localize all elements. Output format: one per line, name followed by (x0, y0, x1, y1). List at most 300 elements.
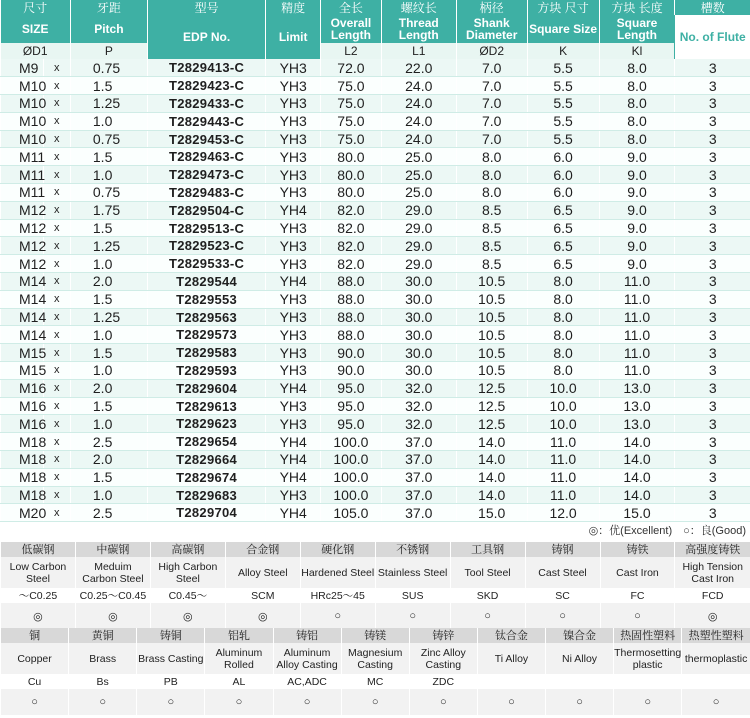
material-rating: ○ (682, 689, 750, 715)
cell-l1: 30.0 (381, 344, 456, 362)
material-zh: 铸铜 (137, 628, 205, 643)
cell-d2: 7.0 (456, 59, 527, 77)
cell-edp: T2829523-C (147, 237, 265, 255)
cell-limit: YH3 (266, 326, 321, 344)
cell-l1: 24.0 (381, 95, 456, 113)
material-code (614, 674, 682, 689)
cell-pitch: 1.5 (70, 468, 147, 486)
table-row (1, 362, 750, 380)
material-en: thermoplastic (682, 643, 750, 674)
cell-limit: YH3 (266, 130, 321, 148)
cell-size: M10 (1, 130, 44, 148)
cell-size: M15 (1, 344, 44, 362)
cell-edp: T2829593 (147, 362, 265, 380)
material-rating: ○ (525, 603, 600, 629)
header-shank-en: Shank Diameter (456, 15, 527, 43)
cell-kl: 9.0 (599, 148, 675, 166)
cell-l1: 24.0 (381, 112, 456, 130)
cell-l1: 30.0 (381, 308, 456, 326)
cell-limit: YH4 (266, 201, 321, 219)
cell-pitch: 1.5 (70, 219, 147, 237)
cell-pitch: 1.0 (70, 362, 147, 380)
material-code: FCD (675, 588, 750, 603)
cell-flute: 3 (675, 273, 750, 291)
material-zh: 热塑性塑料 (682, 628, 750, 643)
material-rating: ◎ (150, 603, 225, 629)
cell-size: M10 (1, 112, 44, 130)
header-shank-zh: 柄径 (456, 0, 527, 15)
material-code: PB (137, 674, 205, 689)
material-en: Brass (69, 643, 137, 674)
cell-d2: 10.5 (456, 290, 527, 308)
cell-k: 8.0 (527, 273, 599, 291)
material-zh: 铸镁 (341, 628, 409, 643)
cell-flute: 3 (675, 344, 750, 362)
cell-size: M12 (1, 237, 44, 255)
table-row (1, 486, 750, 504)
cell-flute: 3 (675, 255, 750, 273)
cell-kl: 8.0 (599, 112, 675, 130)
cell-l1: 32.0 (381, 379, 456, 397)
materials2-en-row (1, 643, 750, 674)
cell-pitch: 1.5 (70, 77, 147, 95)
cell-kl: 11.0 (599, 308, 675, 326)
cell-flute: 3 (675, 148, 750, 166)
cell-d2: 10.5 (456, 326, 527, 344)
cell-kl: 9.0 (599, 237, 675, 255)
material-rating: ○ (341, 689, 409, 715)
cell-edp: T2829664 (147, 451, 265, 469)
cell-k: 6.5 (527, 219, 599, 237)
material-rating: ○ (273, 689, 341, 715)
cell-x: x (43, 148, 70, 166)
material-zh: 铸钢 (525, 542, 600, 557)
table-row (1, 201, 750, 219)
table-row (1, 184, 750, 202)
materials1-zh-row (1, 542, 750, 557)
cell-edp: T2829683 (147, 486, 265, 504)
cell-flute: 3 (675, 486, 750, 504)
cell-d2: 8.5 (456, 201, 527, 219)
cell-x: x (43, 201, 70, 219)
cell-d2: 14.0 (456, 433, 527, 451)
table-row (1, 344, 750, 362)
header-flute-zh: 槽数 (675, 0, 750, 15)
cell-kl: 9.0 (599, 184, 675, 202)
cell-kl: 14.0 (599, 468, 675, 486)
symbol-d1: ØD1 (1, 43, 71, 59)
header-en-row (1, 15, 750, 43)
material-zh: 不锈钢 (375, 542, 450, 557)
material-en: Aluminum Rolled (205, 643, 273, 674)
cell-limit: YH3 (266, 77, 321, 95)
table-row (1, 326, 750, 344)
cell-size: M10 (1, 95, 44, 113)
spec-body (1, 59, 750, 522)
material-rating: ○ (375, 603, 450, 629)
material-code: HRc25～45 (300, 588, 375, 603)
cell-pitch: 1.5 (70, 397, 147, 415)
cell-k: 5.5 (527, 77, 599, 95)
cell-kl: 8.0 (599, 95, 675, 113)
cell-l2: 88.0 (321, 273, 382, 291)
cell-l2: 72.0 (321, 59, 382, 77)
material-code: C0.45～ (150, 588, 225, 603)
cell-kl: 11.0 (599, 326, 675, 344)
cell-d2: 7.0 (456, 130, 527, 148)
cell-size: M12 (1, 219, 44, 237)
material-rating: ○ (300, 603, 375, 629)
cell-pitch: 1.0 (70, 112, 147, 130)
cell-flute: 3 (675, 166, 750, 184)
cell-l1: 37.0 (381, 451, 456, 469)
cell-x: x (43, 415, 70, 433)
material-zh: 铜 (1, 628, 69, 643)
material-zh: 铸锌 (409, 628, 477, 643)
cell-limit: YH3 (266, 290, 321, 308)
cell-kl: 11.0 (599, 290, 675, 308)
table-row (1, 130, 750, 148)
cell-pitch: 1.0 (70, 415, 147, 433)
cell-limit: YH3 (266, 112, 321, 130)
cell-pitch: 1.0 (70, 255, 147, 273)
cell-l2: 105.0 (321, 504, 382, 522)
material-rating: ○ (137, 689, 205, 715)
cell-l1: 24.0 (381, 130, 456, 148)
cell-l2: 82.0 (321, 219, 382, 237)
header-pitch-en: Pitch (70, 15, 147, 43)
cell-size: M18 (1, 451, 44, 469)
cell-kl: 15.0 (599, 504, 675, 522)
material-rating: ○ (546, 689, 614, 715)
material-en: Low Carbon Steel (1, 557, 76, 588)
material-rating: ○ (614, 689, 682, 715)
cell-d2: 15.0 (456, 504, 527, 522)
cell-edp: T2829443-C (147, 112, 265, 130)
cell-limit: YH3 (266, 344, 321, 362)
cell-flute: 3 (675, 415, 750, 433)
material-rating: ○ (600, 603, 675, 629)
header-overall-en: Overall Length (321, 15, 382, 43)
material-rating: ○ (450, 603, 525, 629)
cell-x: x (43, 451, 70, 469)
cell-limit: YH3 (266, 362, 321, 380)
cell-d2: 10.5 (456, 362, 527, 380)
cell-edp: T2829573 (147, 326, 265, 344)
cell-d2: 8.0 (456, 148, 527, 166)
cell-k: 8.0 (527, 308, 599, 326)
cell-l2: 90.0 (321, 344, 382, 362)
cell-kl: 14.0 (599, 451, 675, 469)
cell-pitch: 0.75 (70, 184, 147, 202)
cell-edp: T2829533-C (147, 255, 265, 273)
cell-l1: 37.0 (381, 433, 456, 451)
cell-limit: YH3 (266, 255, 321, 273)
header-square-size-en: Square Size (527, 15, 599, 43)
material-zh: 铸铁 (600, 542, 675, 557)
cell-l1: 29.0 (381, 219, 456, 237)
cell-flute: 3 (675, 397, 750, 415)
material-en: Copper (1, 643, 69, 674)
table-row (1, 255, 750, 273)
cell-size: M14 (1, 326, 44, 344)
cell-edp: T2829504-C (147, 201, 265, 219)
material-rating: ◎ (675, 603, 750, 629)
cell-l2: 80.0 (321, 184, 382, 202)
cell-d2: 8.5 (456, 219, 527, 237)
material-rating: ◎ (75, 603, 150, 629)
header-limit-en: Limit (266, 15, 321, 59)
cell-kl: 13.0 (599, 415, 675, 433)
material-code (477, 674, 545, 689)
cell-limit: YH4 (266, 468, 321, 486)
cell-x: x (43, 504, 70, 522)
symbol-l1: L1 (381, 43, 456, 59)
cell-d2: 12.5 (456, 379, 527, 397)
material-zh: 黄铜 (69, 628, 137, 643)
cell-edp: T2829704 (147, 504, 265, 522)
cell-limit: YH4 (266, 273, 321, 291)
material-en: Thermosetting plastic (614, 643, 682, 674)
cell-l2: 88.0 (321, 308, 382, 326)
cell-kl: 9.0 (599, 255, 675, 273)
cell-l2: 95.0 (321, 379, 382, 397)
cell-k: 6.0 (527, 166, 599, 184)
cell-d2: 8.5 (456, 255, 527, 273)
material-en: Brass Casting (137, 643, 205, 674)
cell-size: M18 (1, 486, 44, 504)
cell-edp: T2829513-C (147, 219, 265, 237)
cell-k: 8.0 (527, 344, 599, 362)
material-rating: ○ (205, 689, 273, 715)
cell-flute: 3 (675, 77, 750, 95)
cell-x: x (43, 468, 70, 486)
cell-limit: YH3 (266, 397, 321, 415)
material-zh: 钛合金 (477, 628, 545, 643)
cell-limit: YH3 (266, 415, 321, 433)
cell-l1: 30.0 (381, 273, 456, 291)
header-square-len-en: Square Length (599, 15, 675, 43)
cell-limit: YH3 (266, 237, 321, 255)
cell-edp: T2829553 (147, 290, 265, 308)
cell-flute: 3 (675, 184, 750, 202)
materials1-rating-row (1, 603, 750, 629)
cell-pitch: 0.75 (70, 130, 147, 148)
material-en: Aluminum Alloy Casting (273, 643, 341, 674)
cell-d2: 10.5 (456, 273, 527, 291)
cell-l1: 37.0 (381, 504, 456, 522)
material-rating: ○ (409, 689, 477, 715)
cell-edp: T2829483-C (147, 184, 265, 202)
header-thread-en: Thread Length (381, 15, 456, 43)
cell-flute: 3 (675, 112, 750, 130)
cell-x: x (43, 130, 70, 148)
cell-edp: T2829654 (147, 433, 265, 451)
material-zh: 高碳钢 (150, 542, 225, 557)
header-size-en: SIZE (1, 15, 71, 43)
cell-l2: 80.0 (321, 148, 382, 166)
cell-l2: 75.0 (321, 112, 382, 130)
cell-k: 5.5 (527, 112, 599, 130)
cell-l2: 88.0 (321, 326, 382, 344)
cell-flute: 3 (675, 201, 750, 219)
cell-limit: YH3 (266, 59, 321, 77)
header-square-len-zh: 方块 长度 (599, 0, 675, 15)
cell-l2: 100.0 (321, 468, 382, 486)
cell-k: 10.0 (527, 397, 599, 415)
cell-l1: 37.0 (381, 468, 456, 486)
cell-x: x (43, 290, 70, 308)
material-rating: ◎ (225, 603, 300, 629)
cell-l2: 75.0 (321, 77, 382, 95)
cell-pitch: 2.5 (70, 433, 147, 451)
cell-edp: T2829583 (147, 344, 265, 362)
cell-k: 8.0 (527, 362, 599, 380)
material-zh: 高强度铸铁 (675, 542, 750, 557)
material-en: Ti Alloy (477, 643, 545, 674)
material-code: C0.25～C0.45 (75, 588, 150, 603)
cell-size: M14 (1, 290, 44, 308)
cell-d2: 12.5 (456, 397, 527, 415)
cell-l1: 30.0 (381, 326, 456, 344)
cell-edp: T2829413-C (147, 59, 265, 77)
cell-l2: 80.0 (321, 166, 382, 184)
cell-x: x (43, 344, 70, 362)
table-row (1, 148, 750, 166)
materials-table-1 (0, 542, 750, 629)
material-code (546, 674, 614, 689)
cell-d2: 7.0 (456, 112, 527, 130)
cell-d2: 7.0 (456, 77, 527, 95)
material-code: AL (205, 674, 273, 689)
cell-flute: 3 (675, 326, 750, 344)
cell-l1: 32.0 (381, 397, 456, 415)
cell-l2: 100.0 (321, 433, 382, 451)
cell-flute: 3 (675, 468, 750, 486)
cell-flute: 3 (675, 59, 750, 77)
cell-pitch: 1.25 (70, 95, 147, 113)
symbol-kl: Kl (599, 43, 675, 59)
cell-l1: 32.0 (381, 415, 456, 433)
cell-pitch: 1.25 (70, 237, 147, 255)
material-code: SCM (225, 588, 300, 603)
cell-edp: T2829433-C (147, 95, 265, 113)
cell-x: x (43, 77, 70, 95)
table-row (1, 77, 750, 95)
cell-size: M16 (1, 397, 44, 415)
cell-size: M16 (1, 415, 44, 433)
cell-pitch: 1.5 (70, 344, 147, 362)
cell-d2: 14.0 (456, 486, 527, 504)
cell-kl: 14.0 (599, 486, 675, 504)
table-row (1, 504, 750, 522)
cell-size: M18 (1, 433, 44, 451)
cell-x: x (43, 95, 70, 113)
cell-size: M11 (1, 166, 44, 184)
cell-k: 5.5 (527, 95, 599, 113)
materials2-zh-row (1, 628, 750, 643)
table-row (1, 468, 750, 486)
cell-kl: 9.0 (599, 166, 675, 184)
table-row (1, 308, 750, 326)
cell-d2: 14.0 (456, 451, 527, 469)
cell-l2: 75.0 (321, 130, 382, 148)
cell-kl: 11.0 (599, 362, 675, 380)
materials2-code-row (1, 674, 750, 689)
table-row (1, 237, 750, 255)
cell-k: 6.0 (527, 148, 599, 166)
cell-l2: 95.0 (321, 397, 382, 415)
material-code: SUS (375, 588, 450, 603)
cell-kl: 11.0 (599, 344, 675, 362)
cell-pitch: 1.25 (70, 308, 147, 326)
cell-edp: T2829674 (147, 468, 265, 486)
material-en: Stainless Steel (375, 557, 450, 588)
materials1-code-row (1, 588, 750, 603)
cell-limit: YH3 (266, 184, 321, 202)
cell-kl: 8.0 (599, 130, 675, 148)
material-code: FC (600, 588, 675, 603)
symbol-k: K (527, 43, 599, 59)
cell-size: M11 (1, 184, 44, 202)
cell-x: x (43, 166, 70, 184)
cell-x: x (43, 112, 70, 130)
cell-size: M18 (1, 468, 44, 486)
cell-l2: 90.0 (321, 362, 382, 380)
cell-size: M15 (1, 362, 44, 380)
cell-x: x (43, 397, 70, 415)
material-zh: 镍合金 (546, 628, 614, 643)
material-en: Meduim Carbon Steel (75, 557, 150, 588)
cell-flute: 3 (675, 433, 750, 451)
cell-k: 6.5 (527, 201, 599, 219)
cell-flute: 3 (675, 237, 750, 255)
cell-l1: 29.0 (381, 237, 456, 255)
cell-l1: 25.0 (381, 166, 456, 184)
material-rating: ○ (1, 689, 69, 715)
header-square-size-zh: 方块 尺寸 (527, 0, 599, 15)
material-code: SC (525, 588, 600, 603)
table-row (1, 112, 750, 130)
material-code: MC (341, 674, 409, 689)
cell-k: 11.0 (527, 486, 599, 504)
cell-size: M11 (1, 148, 44, 166)
cell-l2: 82.0 (321, 255, 382, 273)
table-row (1, 95, 750, 113)
cell-limit: YH3 (266, 95, 321, 113)
material-code: Cu (1, 674, 69, 689)
cell-limit: YH3 (266, 486, 321, 504)
cell-l1: 25.0 (381, 148, 456, 166)
cell-x: x (43, 362, 70, 380)
cell-size: M14 (1, 273, 44, 291)
cell-kl: 9.0 (599, 219, 675, 237)
cell-limit: YH3 (266, 166, 321, 184)
header-edp-zh: 型号 (147, 0, 265, 15)
cell-l1: 30.0 (381, 290, 456, 308)
cell-x: x (43, 273, 70, 291)
cell-size: M12 (1, 201, 44, 219)
cell-pitch: 1.75 (70, 201, 147, 219)
material-en: High Tension Cast Iron (675, 557, 750, 588)
header-thread-zh: 螺纹长 (381, 0, 456, 15)
header-symbol-row (1, 43, 750, 59)
header-flute-en: No. of Flute (675, 15, 750, 59)
cell-l2: 95.0 (321, 415, 382, 433)
cell-edp: T2829623 (147, 415, 265, 433)
header-limit-zh: 精度 (266, 0, 321, 15)
header-size-zh: 尺寸 (1, 0, 71, 15)
